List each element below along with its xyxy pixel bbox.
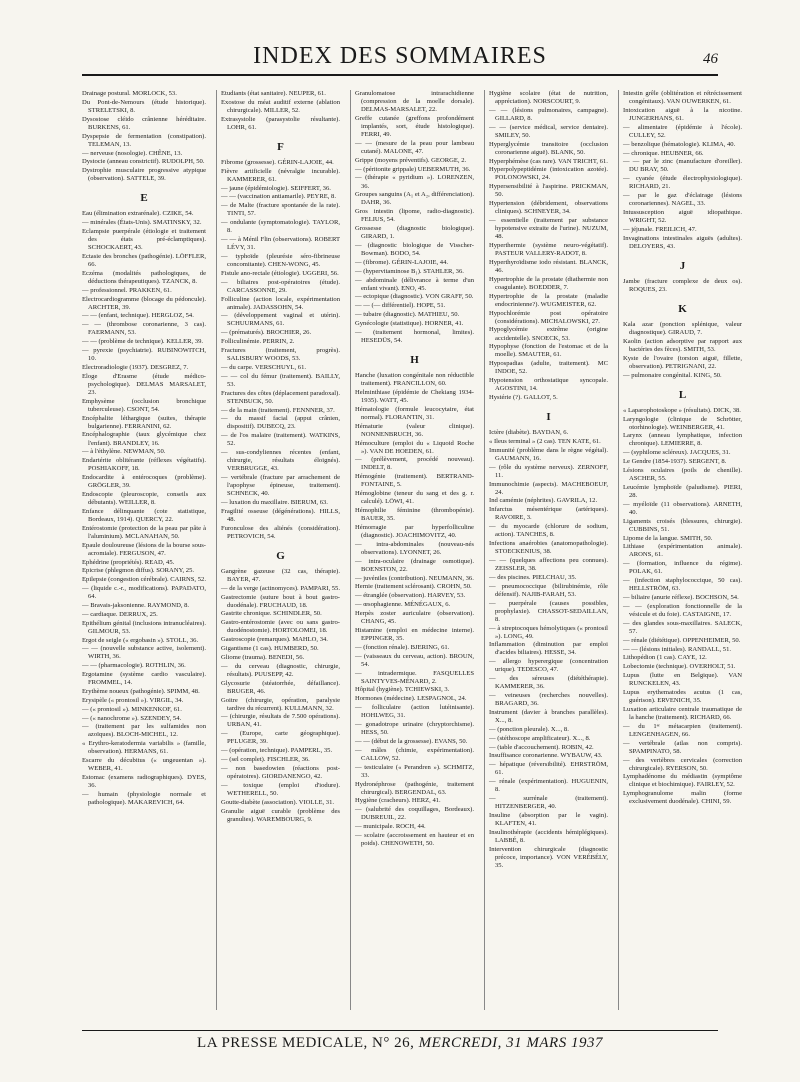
- index-entry: — minérales (États-Unis). SMATINSKY, 32.: [82, 219, 202, 227]
- index-entry: — essentielle (traitement par substance hypotensive extraite de l'urine). NUZUM, 48.: [489, 217, 608, 241]
- index-entry: Furonculose des aliénés (considération). PETROVICH, 54.: [221, 524, 340, 540]
- index-entry: Hypoglycémie extrême (origine accidentelle). SNOECK, 53.: [489, 326, 608, 342]
- index-entry: Invaginations intestinales aiguës (adultes). DELOYERS, 43.: [623, 234, 742, 250]
- index-entry: Luxation articulaire centrale traumatique de la hanche (traitement). RICHARD, 66.: [623, 705, 742, 721]
- index-entry: Hyperphémèse (cas rare). VAN TRICHT, 61.: [489, 157, 608, 165]
- index-entry: — chronique. HEUBNER, 66.: [623, 149, 704, 157]
- index-entry: Kala azar (ponction splénique, valeur diagnostique). GIRAUD, 7.: [623, 320, 742, 336]
- index-entry: — biliaires post-opératoires (étude). CARCASSONNE, 29.: [221, 278, 340, 294]
- index-entry: Folliculinémie. PERRIN, 2.: [221, 338, 295, 346]
- index-entry: Fibrome (grossesse). GÉRIN-LAJOIE, 44.: [221, 158, 334, 166]
- index-entry: Intervention chirurgicale (diagnostic précoce, importance). VON VERÉBÉLY, 35.: [489, 845, 608, 869]
- index-entry: Fragilité osseuse (dégénérations). HILLS, 48.: [221, 507, 340, 523]
- index-entry: — (vaisseaux du cerveau, action). BROUN, 54.: [355, 652, 474, 668]
- index-entry: Dysostose cléido crânienne héréditaire. BURKENS, 61.: [82, 115, 206, 131]
- index-entry: — juvéniles (contribution). NEUMANN, 36.: [355, 574, 474, 582]
- index-entry: Hémophilie féminine (thrombopénie). BAUER, 35.: [355, 507, 474, 523]
- index-entry: Hypotension orthostatique syncopale. AGOSTINI, 14.: [489, 377, 608, 393]
- section-letter: E: [140, 192, 148, 205]
- index-entry: — intradermique. FASQUELLES SAINTYVES-MÉNARD, 2.: [355, 669, 474, 685]
- index-entry: Hématologie (formule leucocytaire, état normal). FLORANTIN, 31.: [355, 405, 474, 421]
- index-entry: — mâles (chimie, expérimentation). CALLOW, 52.: [355, 746, 474, 762]
- index-entry: — — (vaccination antiamarile). PEYRE, 8.: [221, 193, 336, 201]
- index-entry: — (salubrité des coquillages, Bordeaux). DUBREUIL, 22.: [355, 806, 474, 822]
- index-entry: Kyste de l'ovaire (torsion aiguë, fillette, observation). PETRIGNANI, 22.: [623, 354, 742, 370]
- index-entry: Lithiase (expérimentation animale). ARONS, 61.: [623, 543, 742, 559]
- index-entry: — jaune (épidémiologie). SEIFFERT, 36.: [221, 184, 331, 192]
- index-entry: Endocardite à entérocoques (problème). GRÖGLER, 39.: [82, 474, 206, 490]
- index-entry: Estomac (examens radiographiques). DYES, 36.: [82, 774, 206, 790]
- index-entry: — — (lésions pulmonaires, campagne). GILLARD, 8.: [489, 106, 608, 122]
- index-entry: Hormones (médecine). LESPAGNOL, 24.: [355, 695, 467, 703]
- index-entry: — sus-condyliennes récentes (enfant, chirurgie, résultats éloignés). VERBRUGGE, 43.: [221, 449, 340, 473]
- index-entry: — — (thrombose coronarienne, 3 cas). FAERMANN, 53.: [82, 321, 206, 337]
- index-entry: — ectopique (diagnostic). VON GRAFF, 50.: [355, 293, 474, 301]
- index-entry: Erysipèle (« prontosil »). VIRGIL, 34.: [82, 696, 184, 704]
- index-entry: — (hypervitaminose B₁). STAHLER, 36.: [355, 267, 464, 275]
- index-entry: Lymphogranulome malin (forme exclusivement duodénale). CHINI, 59.: [623, 790, 742, 806]
- index-entry: Granulomatose intrarachidienne (compression de la moelle dorsale). DELMAS-MARSALET, 22.: [355, 90, 474, 114]
- index-entry: — myéloïde (11 observations). ARNETH, 40.: [623, 500, 742, 516]
- index-entry: Encéphalite léthargique (suites, thérapie bulgarienne). FERRANINI, 62.: [82, 414, 206, 430]
- index-entry: — — (problème de technique). KELLER, 39.: [82, 338, 204, 346]
- index-entry: — professionnel. PRAKKEN, 61.: [82, 286, 172, 294]
- index-entry: Fractures des côtes (déplacement paradoxal). STENBUCK, 50.: [221, 389, 340, 405]
- index-entry: — vertébrale (atlas non compris). SPAMPINATO, 58.: [623, 739, 742, 755]
- index-entry: Lobectomie (technique). OVERHOLT, 51.: [623, 663, 736, 671]
- index-entry: « Erythro-keratodermia variabilis » (famille, observation). HERMANS, 61.: [82, 740, 206, 756]
- index-entry: — folliculaire (action lutéinisante). HOHLWEG, 31.: [355, 704, 474, 720]
- index-entry: — (diagnostic biologique de Visscher-Bowman). BODO, 54.: [355, 242, 474, 258]
- index-entry: Hémorragie par hyperfolliculine (diagnostic). JOACHIMOVITZ, 40.: [355, 523, 474, 540]
- index-entry: — abdominale (délivrance à terme d'un enfant vivant). ENO, 45.: [355, 276, 474, 292]
- index-entry: Escarre du décubitus (« ungeuentan »). WEBER, 41.: [82, 757, 206, 773]
- index-entry: Hypochlorémie post opératoire (considérations). MICHALOWSKI, 27.: [489, 309, 608, 325]
- index-entry: — humain (physiologie normale et pathologique). MAKAREVICH, 64.: [82, 790, 206, 806]
- index-entry: — par le gaz d'éclairage (lésions coronariennes). NAGEL, 33.: [623, 192, 742, 208]
- index-entry: — testiculaire (« Perandren »). SCHMITZ, 33.: [355, 763, 474, 779]
- index-entry: Jambe (fracture complexe de deux os). ROQUES, 23.: [623, 277, 742, 293]
- index-entry: Immunochimie (aspects). MACHEBOEUF, 24.: [489, 480, 608, 496]
- index-entry: — veineuses (recherches nouvelles). BRAGARD, 36.: [489, 692, 608, 708]
- index-entry: Hypophyse (fonction de l'estomac et de la moelle). SMAUTER, 61.: [489, 343, 608, 359]
- index-entry: Epicrise (phlegmon diffus). SORANY, 25.: [82, 567, 195, 575]
- index-entry: Herpès zoster auriculaire (observation). CHANG, 45.: [355, 610, 474, 626]
- index-entry: — (chirurgie, résultats de 7.500 opérations). URBAN, 41.: [221, 713, 340, 729]
- index-entry: Lipome de la langue. SMITH, 50.: [623, 534, 713, 542]
- index-entry: Goutte-diabète (association). VIOLLE, 31.: [221, 798, 335, 806]
- index-entry: — scolaire (accroissement en hauteur et en poids). CHENOWETH, 50.: [355, 831, 474, 848]
- page-title: INDEX DES SOMMAIRES: [253, 43, 547, 69]
- index-entry: — (fonction rénale). BJERING, 61.: [355, 643, 450, 651]
- index-entry: Dystrophie musculaire progressive atypique (observation). SATTELE, 39.: [82, 167, 206, 183]
- index-entry: Emphysème (occlusion bronchique tuberculeuse). CSONT, 54.: [82, 397, 206, 413]
- index-entry: Hydronéphrose (pathogénie, traitement chirurgical). BERGENDAL, 63.: [355, 780, 474, 796]
- footer-date: MERCREDI, 31 MARS 1937: [418, 1035, 603, 1051]
- section-letter: I: [546, 411, 551, 424]
- index-entry: — intra-oculaire (drainage osmotique). BOENSTON, 22.: [355, 557, 474, 573]
- index-entry: Hernie (traitement sclérosant). CROHN, 50.: [355, 583, 472, 591]
- index-entry: — vertébrale (fracture par arrachement de l'apophyse épineuse, traitement). SCHNECK, 40.: [221, 474, 340, 498]
- index-entry: — gonadotrope urinaire (chryptorchisme). HESS, 50.: [355, 721, 474, 737]
- index-entry: Ergot de seigle (« ergobasin »). STOLL, 36.: [82, 636, 199, 644]
- index-entry: Gynécologie (statistique). HORNER, 41.: [355, 320, 464, 328]
- page-number: 46: [703, 51, 718, 67]
- section-letter: J: [679, 259, 686, 272]
- index-entry: Ligaments croisés (blessures, chirurgie). CUBBINS, 51.: [623, 517, 742, 533]
- index-entry: — cyanée (étude électrophysiologique). RICHARD, 21.: [623, 175, 742, 191]
- index-column-4: [484, 90, 608, 1010]
- index-entry: — pulmonaire congénital. KING, 50.: [623, 371, 722, 379]
- index-entry: « Ileus terminal » (2 cas). TEN KATE, 61.: [489, 437, 601, 445]
- index-entry: Dystocie (anneau constrictif). RUDOLPH, 50.: [82, 158, 205, 166]
- index-entry: — surrénale (traitement). HITZENBERGER, 40.: [489, 795, 608, 811]
- index-entry: Goitre (chirurgie, opération, paralysie tardive du récurrent). KULLMANN, 32.: [221, 696, 340, 712]
- index-entry: Fractures (traitement, progrès). SALISBURY WOODS, 53.: [221, 347, 340, 363]
- index-entry: Epaule douloureuse (lésions de la bourse sous-acromiale). FERGUSON, 47.: [82, 541, 206, 557]
- index-entry: Hémoglobine (teneur du sang et des g. r. calculé). LÖWI, 41.: [355, 490, 474, 506]
- index-entry: — (développement vaginal et utérin). SCHUURMANS, 61.: [221, 312, 340, 328]
- section-letter: L: [678, 388, 687, 401]
- index-entry: Intussusception aiguë idiopathique. WRIGHT, 52.: [623, 209, 742, 225]
- index-entry: Hémogénie (traitement). BERTRAND-FONTAINE, 5.: [355, 473, 474, 489]
- index-entry: Kaolin (action adsorptive par rapport aux bactéries des fèces). SMITH, 53.: [623, 337, 742, 353]
- index-entry: — puerpérale (causes possibles, prophylaxie). CHASSOT-SEDAILLAN, 8.: [489, 599, 608, 623]
- index-entry: — (liquide c.-r., modifications). PAPADATO, 64.: [82, 585, 206, 601]
- index-column-5: [618, 90, 742, 1010]
- index-entry: Immunité (problème dans le règne végétal). GAUMANN, 16.: [489, 446, 608, 462]
- index-entry: Hanche (luxation congénitale non réductible traitement). FRANCILLON, 60.: [355, 371, 474, 387]
- index-entry: Gros intestin (lipome, radio-diagnostic). FELIUS, 54.: [355, 208, 474, 224]
- index-entry: — (opération, technique). PAMPERL, 35.: [221, 747, 333, 755]
- index-entry: — des séreuses (diététhérapie). KAMMERER, 36.: [489, 675, 608, 691]
- index-entry: — ondulante (symptomatologie). TAYLOR, 8.: [221, 219, 340, 235]
- index-entry: Lupus erythematodes acutus (1 cas, guérison). ERVENICH, 35.: [623, 688, 742, 704]
- index-entry: Du Pont-de-Nemours (étude historique). STRELETSKI, 8.: [82, 98, 206, 114]
- index-entry: Hypospadias (adulte, traitement). MC INDOE, 52.: [489, 360, 608, 376]
- index-entry: — à l'éthylène. NEWMAN, 50.: [82, 448, 166, 456]
- index-entry: Gastrite chronique. SCHINDLER, 50.: [221, 610, 322, 618]
- index-entry: Hyperthyroïdisme iodo résistant. BLANCK, 46.: [489, 258, 608, 274]
- index-entry: Eau (élimination extrarénale). CZIKE, 54.: [82, 210, 194, 218]
- index-entry: — jéjunale. FREILICH, 47.: [623, 225, 697, 233]
- index-entry: Exostose du méat auditif externe (ablation chirurgicale). MILLER, 52.: [221, 98, 340, 114]
- index-columns: [82, 90, 742, 1010]
- index-entry: — rénale (expérimentation). HUGUENIN, 8.: [489, 778, 608, 794]
- index-entry: — à streptocoques hémolytiques (« prontosil »). LONG, 49.: [489, 624, 608, 640]
- index-entry: Encéphalographie (taux glycémique chez l'enfant). BRANDLEY, 16.: [82, 431, 206, 447]
- index-entry: — de l'os malaire (traitement). WATKINS, 52.: [221, 432, 340, 448]
- index-entry: — municipale. ROCH, 44.: [355, 823, 426, 831]
- index-entry: — (traitement par les sulfamides non azoïques). BLOCH-MICHEL, 12.: [82, 723, 206, 739]
- index-entry: — pyrexie (psychiatrie). RUBINOWITCH, 10.: [82, 347, 206, 363]
- index-entry: Electroradiologie (1937). DESGREZ, 7.: [82, 363, 189, 371]
- index-entry: Infarctus mésentérique (artériques). RAVOIRE, 3.: [489, 506, 608, 522]
- index-entry: — de Malte (fracture spontanée de la rate). TINTI, 57.: [221, 202, 340, 218]
- index-entry: Hyperthermie (système neuro-végétatif). PASTEUR VALLERY-RADOT, 8.: [489, 242, 608, 258]
- index-entry: Gigantisme (1 cas). HUMBERD, 50.: [221, 645, 319, 653]
- index-entry: Groupes sanguins (A₁ et A₂, différenciation). DAHR, 36.: [355, 191, 474, 207]
- index-entry: — — (enfant, technique). HERGLOZ, 54.: [82, 312, 194, 320]
- index-entry: Ictère (diabète). BAYDAN, 6.: [489, 429, 569, 437]
- index-entry: Laryngologie (clinique de Schrötter, otorhinologie). WEINBERGER, 41.: [623, 415, 742, 431]
- index-entry: — allergo hyperergique (concentration urique). TEDESCO, 47.: [489, 658, 608, 674]
- index-entry: Etudiants (état sanitaire). NEUPER, 61.: [221, 90, 326, 97]
- index-column-1: [82, 90, 206, 1010]
- index-entry: — (formation, influence du régime). POLAK, 61.: [623, 560, 742, 576]
- index-entry: Hôpital (hygiène). TCHIEWSKI, 3.: [355, 686, 450, 694]
- index-entry: — — (début de la grossesse). EVANS, 50.: [355, 737, 468, 745]
- index-entry: — — (exploration fonctionnelle de la vésicule et du foie). CASTAIGNE, 17.: [623, 602, 742, 618]
- index-entry: — (sel complet). FISCHLER, 36.: [221, 756, 310, 764]
- index-entry: Hyperglycémie transitoire (occlusion coronarienne aiguë). BLANK, 50.: [489, 140, 608, 156]
- index-entry: — (prématurés). BROCHIER, 26.: [221, 329, 312, 337]
- index-entry: — intra-abdominales (nouveau-nés observations). LYONNET, 26.: [355, 540, 474, 556]
- index-entry: Hématurie (valeur clinique). NONNENBRUCH, 36.: [355, 422, 474, 438]
- index-entry: — — à Ménil Flin (observations). ROBERT LÉVY, 31.: [221, 236, 340, 252]
- index-entry: — non basedowien (réactions post-opératoires). GIORDANENGO, 42.: [221, 764, 340, 780]
- index-entry: — — (— différentiel). HOPE, 51.: [355, 302, 446, 310]
- page-header: [82, 38, 718, 76]
- index-entry: — — (quelques affections peu connues). ZEISSLER, 38.: [489, 556, 608, 572]
- index-entry: Ephédrine (propriétés). READ, 45.: [82, 558, 175, 566]
- index-entry: Histamine (emploi en médecine interne). EPPINGER, 35.: [355, 626, 474, 642]
- index-entry: Intestin grêle (oblitération et rétrécissement congénitaux). VAN OUWERKEN, 61.: [623, 90, 742, 106]
- index-entry: Dyspepsie de fermentation (constipation). TELEMAN, 13.: [82, 132, 206, 148]
- index-entry: Electrocardiogramme (blocage du pédoncule). ARCHTER, 39.: [82, 295, 206, 311]
- index-entry: — (ponction pleurale). X..., 8.: [489, 725, 569, 733]
- index-entry: — alimentaire (épidémie à l'école). CULLEY, 52.: [623, 123, 742, 139]
- index-entry: — (Europe, carte géographique). PFLUGER, 39.: [221, 730, 340, 746]
- index-entry: — des vertèbres cervicales (correction chirurgicale). RYERSON, 50.: [623, 756, 742, 772]
- index-entry: Epilepsie (congestion cérébrale). CAIRNS, 52.: [82, 576, 206, 584]
- index-entry: — du carpe. VERSCHUYL, 61.: [221, 363, 307, 371]
- index-entry: Hygiène (cracheurs). HERZ, 41.: [355, 797, 441, 805]
- index-entry: — de la verge (actinomyces). PAMPARI, 55.: [221, 584, 340, 592]
- index-entry: Intoxication aiguë à la nicotine. JUNGERHANS, 61.: [623, 106, 742, 122]
- index-entry: Hypersensibilité à l'aspirine. PRICKMAN, 50.: [489, 183, 608, 199]
- section-letter: K: [678, 302, 687, 315]
- index-entry: — œsophagienne. MÉNÉGAUX, 6.: [355, 601, 451, 609]
- index-entry: Lithopédion (1 cas). CAYE, 12.: [623, 654, 707, 662]
- index-entry: Glycosurie (stéatorrhée, défaillance). BRUGER, 46.: [221, 679, 340, 695]
- section-letter: G: [276, 549, 285, 562]
- index-column-3: [350, 90, 474, 1010]
- index-entry: — du massif facial (appui crânien, dispositif). DUBECQ, 23.: [221, 415, 340, 431]
- index-entry: Grossesse (diagnostic biologique). GIRARD, 1.: [355, 225, 474, 241]
- index-entry: — — col du fémur (traitement). BAILLY, 53.: [221, 372, 340, 388]
- index-entry: Gastroscopie (remarques). MAHLO, 34.: [221, 636, 328, 644]
- index-entry: — — (nouvelle substance active, isolement). WIRTH, 36.: [82, 645, 206, 661]
- section-letter: H: [410, 353, 419, 366]
- index-entry: Endoscopie (pleuroscopie, conseils aux débutants). WEILLER, 8.: [82, 490, 206, 507]
- index-entry: — des glandes sous-maxillaires. SALECK, 57.: [623, 619, 742, 635]
- index-entry: Entérostomie (protection de la peau par pâte à l'aluminium). MCLANAHAN, 50.: [82, 524, 206, 540]
- index-entry: — — (pharmacologie). ROTHLIN, 36.: [82, 662, 186, 670]
- index-entry: Lymphadénome du médiastin (symptôme clinique et biochimique). FAIRLEY, 52.: [623, 773, 742, 789]
- index-entry: Hygiène scolaire (état de nutrition, appréciation). NORSCOURT, 9.: [489, 90, 608, 106]
- index-entry: « Laparophotoskope » (résultats). DICK, 38.: [623, 406, 741, 414]
- index-entry: — — (lésions initiales). RANDALL, 51.: [623, 645, 732, 653]
- footer-journal: LA PRESSE MEDICALE, N° 26,: [197, 1035, 415, 1051]
- index-entry: Insuffisance coronarienne. WYBAUW, 43.: [489, 752, 603, 760]
- index-entry: Epithélium génital (inclusions intranucléaires). GILMOUR, 53.: [82, 619, 206, 635]
- index-entry: — (table d'accouchement). ROBIN, 42.: [489, 743, 594, 751]
- index-entry: Insulinothérapie (accidents hémiplégiques). LABBÉ, 8.: [489, 828, 608, 844]
- index-entry: Leucémie lymphoïde (paludisme). PIERI, 28.: [623, 483, 742, 499]
- index-entry: Endartérite oblitérante (réflexes végétatifs). POSHIAKOFF, 18.: [82, 457, 206, 473]
- index-entry: — (thérapie « pyridium »). LORENZEN, 36.: [355, 174, 474, 190]
- index-entry: Inflammation (diminution par emploi d'acides biliaires). HESSE, 34.: [489, 641, 608, 657]
- index-entry: Gastrectomie (suture bout à bout gastro-duodénale). FRUCHAUD, 18.: [221, 593, 340, 609]
- index-entry: — Bravais-jaksonienne. RAYMOND, 8.: [82, 601, 190, 609]
- index-entry: — (traitement hormonal, limites). HESEDÜS, 54.: [355, 328, 474, 344]
- index-entry: — — par le zinc (manufacture d'oreiller). DU BRAY, 50.: [623, 158, 742, 174]
- index-entry: — de la main (traitement). FENNNER, 37.: [221, 406, 335, 414]
- index-entry: — des piscines. PIELCHAU, 35.: [489, 573, 577, 581]
- index-entry: Insuline (absorption par le vagin). KLAFTEN, 41.: [489, 811, 608, 827]
- index-entry: — tubaire (diagnostic). MATHIEU, 50.: [355, 311, 460, 319]
- index-entry: Infections anaérobies (anatomopathologie). STOECKENIUS, 38.: [489, 540, 608, 556]
- index-entry: Drainage postural. MORLOCK, 53.: [82, 90, 177, 97]
- index-entry: Enfance délinquante (cote statistique, Bordeaux, 1914). QUERCY, 22.: [82, 507, 206, 523]
- section-letter: F: [277, 140, 284, 153]
- index-entry: — (« nanochrome »). SZENDEY, 54.: [82, 714, 182, 722]
- index-entry: Extrasystolie (parasystolie résultante). LOHR, 61.: [221, 115, 340, 131]
- index-entry: — biliaire (anurie réflexe). BOCHSON, 54.: [623, 594, 739, 602]
- index-entry: — (infection staphylococcique, 50 cas). HELLSTRÖM, 63.: [623, 577, 742, 593]
- index-entry: Ergotamine (système cardio vasculaire). FROMMEL, 14.: [82, 671, 206, 687]
- index-entry: — toxique (emploi d'iodure). WETHERELL, 50.: [221, 781, 340, 797]
- index-entry: — (péritonite grippale) UEBERMUTH, 36.: [355, 165, 471, 173]
- index-entry: Erythème noueux (pathogénie). SPIMM, 48.: [82, 688, 200, 696]
- index-entry: Hystérie (?). GALLOT, 5.: [489, 394, 558, 402]
- index-entry: — cardiaque. DERRUX, 25.: [82, 610, 158, 618]
- index-entry: Gangrène gazeuse (32 cas, thérapie). BAYER, 47.: [221, 567, 340, 583]
- index-entry: — rénale (diététique). OPPENHEIMER, 50.: [623, 636, 741, 644]
- index-entry: Folliculine (action locale, expérimentation animale). JADASSOHN, 54.: [221, 295, 340, 311]
- index-entry: — (stéthoscope amplificateur). X..., 8.: [489, 734, 591, 742]
- index-entry: Greffe cutanée (greffons profondément implantés, sort, étude histologique). FERRI, 49.: [355, 114, 474, 139]
- index-entry: Lésions oculaires (poils de chenille). ASCHER, 55.: [623, 466, 742, 483]
- index-entry: Eczéma (modalités pathologiques, de déductions thérapeutiques). TZANCK, 8.: [82, 269, 206, 285]
- index-entry: — du cerveau (diagnostic, chirurgie, résultats). PUUSEPP, 42.: [221, 662, 340, 678]
- index-entry: Ectasie des bronches (pathogénie). LÖFFLER, 66.: [82, 252, 206, 268]
- index-entry: Fièvre artificielle (névralgie incurable). KAMMERER, 61.: [221, 167, 340, 183]
- index-entry: Grippe (moyens préventifs). GEORGE, 2.: [355, 156, 467, 164]
- index-entry: Larynx (anneau lymphatique, infection chronique). LEMIERRE, 8.: [623, 432, 742, 448]
- index-entry: Fistule ano-rectale (étiologie). UGGERI, 56.: [221, 269, 339, 277]
- index-entry: Gliome (trauma). BENEDI, 56.: [221, 653, 305, 661]
- index-entry: — (rôle du système nerveux). ZERNOFF, 11.: [489, 463, 608, 479]
- index-column-2: [216, 90, 340, 1010]
- index-entry: Helminthiase (épidémie de Chekiang 1934-1935). WATT, 45.: [355, 388, 474, 404]
- index-entry: — — (service médical, service dentaire). SMILEY, 50.: [489, 123, 608, 139]
- index-entry: — luxation du maxillaire. BIERUM, 63.: [221, 499, 328, 507]
- index-entry: Eclampsie puerpérale (étiologie et traitement des états pré-éclamptiques). SCHOCKAERT, 43.: [82, 227, 206, 252]
- index-entry: Granulie aiguë curable (problème des granulies). WAREMBOURG, 9.: [221, 807, 340, 823]
- index-entry: — nerveuse (nosologie). CHÊNE, 13.: [82, 149, 183, 157]
- index-entry: — (prélèvement, procédé nouveau). INDELT, 8.: [355, 456, 474, 472]
- index-entry: Instrument (davier à branches parallèles). X..., 8.: [489, 708, 608, 725]
- index-entry: — (fibrome). GÉRIN-LAJOIE, 44.: [355, 258, 449, 266]
- index-entry: Lupus (lutte en Belgique). VAN RUNCKELEN, 43.: [623, 672, 742, 688]
- index-entry: — (« prontosil »). MINKENKOF, 61.: [82, 705, 182, 713]
- index-entry: — (syphilome scléreux). JACQUES, 31.: [623, 449, 731, 457]
- index-entry: Hyperpolypeptidémie (intoxication azotée). POLONOWSKI, 24.: [489, 166, 608, 182]
- index-entry: — — (mesure de la peau pour lambeau cutané). MALONE, 47.: [355, 139, 474, 155]
- index-entry: Gastro-entérostomie (avec ou sans gastro-duodénostomie). HORTOLOMEI, 18.: [221, 619, 340, 635]
- index-entry: Hypertrophie de la prostate (maladie endocrinienne?). WUGMEISTER, 62.: [489, 292, 608, 308]
- index-entry: — typhoïde (pleurésie séro-fibrineuse concomitante). CHEN-WONG, 45.: [221, 252, 340, 268]
- index-entry: — benzolique (hématologie). KLIMA, 40.: [623, 140, 736, 148]
- index-entry: Hypertrophie de la prostate (diathermie non coagulante). BOEDDER, 7.: [489, 275, 608, 291]
- index-entry: Hypertension (débridement, observations cliniques). SCHNEYER, 34.: [489, 200, 608, 216]
- page-footer: [82, 1030, 718, 1052]
- index-entry: — du 1ᵉʳ métacarpien (traitement). LENGENHAGEN, 66.: [623, 722, 742, 738]
- index-entry: Hémoculture (emploi du « Liquoid Roche »). VAN DE HOEDEN, 61.: [355, 439, 474, 455]
- index-entry: — étranglée (observation). HARVEY, 53.: [355, 592, 466, 600]
- index-entry: Ind camémie (néphrites). GAVRILA, 12.: [489, 497, 598, 505]
- index-entry: Eloge d'Erasme (étude médico-psychologique). DELMAS MARSALET, 23.: [82, 372, 206, 396]
- index-entry: — du myocarde (chlorure de sodium, action). TANCHES, 8.: [489, 523, 608, 539]
- index-entry: Le Gendre (1854-1937). SERGENT, 8.: [623, 458, 727, 466]
- index-entry: — hépatique (réversibilité). EHRSTRÖM, 61.: [489, 761, 608, 777]
- index-entry: — pneumococcique (bilirubinémie, rôle défensif). NAJIB-FARAH, 53.: [489, 582, 608, 598]
